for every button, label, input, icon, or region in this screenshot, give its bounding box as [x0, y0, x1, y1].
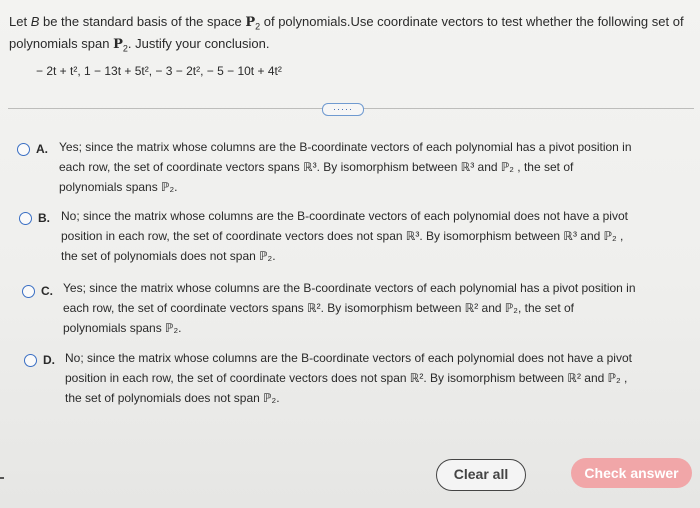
edge-mark	[0, 477, 4, 479]
polynomial-set: − 2t + t², 1 − 13t + 5t², − 3 − 2t², − 5 − 10t + 4t²	[36, 64, 282, 78]
question-line-2: polynomials span $P_2$. Justify your conclusion.	[9, 36, 270, 54]
radio-option-a[interactable]	[17, 143, 30, 156]
option-c-letter: C.	[41, 284, 53, 298]
radio-option-c[interactable]	[22, 285, 35, 298]
option-b-letter: B.	[38, 211, 50, 225]
more-button[interactable]: ·····	[322, 103, 364, 116]
radio-option-b[interactable]	[19, 212, 32, 225]
clear-all-button[interactable]: Clear all	[436, 459, 526, 491]
option-a-text[interactable]: Yes; since the matrix whose columns are the B-coordinate vectors of each polynomial has a pivot position in each row, the set of coordinate vectors spans ℝ³. By isomorphism between ℝ³ and ℙ₂ , the set of polynomials spans ℙ₂.	[59, 140, 632, 194]
option-b-text[interactable]: No; since the matrix whose columns are the B-coordinate vectors of each polynomial does not have a pivot position in each row, the set of coordinate vectors does not span ℝ³. By isomorphism between ℝ³ and ℙ₂ , the set of polynomials does not span ℙ₂.	[61, 209, 628, 263]
question-line-1: Let B be the standard basis of the space $P_2$ of polynomials.Use coordinate vectors to test whether the following set of	[9, 14, 684, 32]
question-text	[9, 11, 689, 55]
option-a-letter: A.	[36, 142, 48, 156]
option-d-letter: D.	[43, 353, 55, 367]
check-answer-button[interactable]: Check answer	[571, 458, 692, 488]
option-c-text[interactable]: Yes; since the matrix whose columns are the B-coordinate vectors of each polynomial has a pivot position in each row, the set of coordinate vectors spans ℝ². By isomorphism between ℝ² and ℙ₂, the set of polynomials spans ℙ₂.	[63, 281, 636, 335]
option-d-text[interactable]: No; since the matrix whose columns are the B-coordinate vectors of each polynomial does not have a pivot position in each row, the set of coordinate vectors does not span ℝ². By isomorphism between ℝ² and ℙ₂ , the set of polynomials does not span ℙ₂.	[65, 351, 632, 405]
radio-option-d[interactable]	[24, 354, 37, 367]
